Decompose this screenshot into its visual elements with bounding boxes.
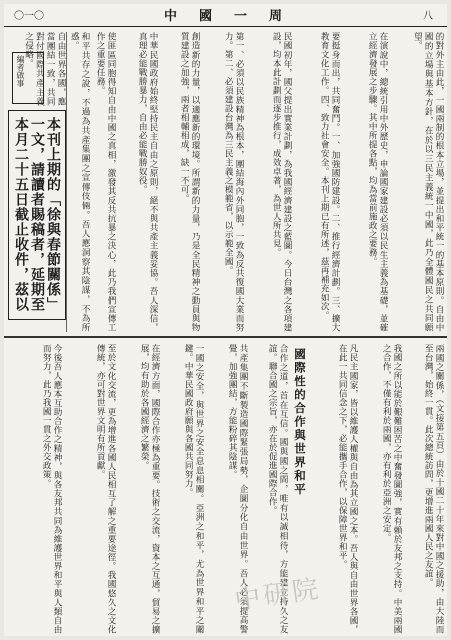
column-divider	[66, 32, 67, 332]
article-column: 第一、必須以民族精神為根本，團結海內外同胞，一致為反共復國大業而努力。第二、必須建設台灣為三民主義之模範省，以示範全國。	[223, 32, 244, 332]
article-column: 的對外主由此，一國兩制的根本立場，並提出和平統一的基本原則。自由中國的立場與基本方針，在於以三民主義統一中國，此乃全體國民之共同願望。	[412, 32, 444, 332]
publication-title: 中國一周	[164, 9, 305, 24]
article-column: 使匪區同胞得知自由中國之真相，激發其反共抗暴之決心，此乃我們宣傳工作之重要任務。	[95, 32, 116, 332]
notice-tag	[12, 52, 44, 104]
article-column: 今後吾人應本互助合作之精神，與各友邦共同為維護世界和平與人類自由而努力，此乃我國一貫之外交政策。	[41, 344, 62, 634]
editor-notice-box	[8, 110, 66, 320]
editor-notice-text: 本刊上期的「徐與春節關係」一文，請讀者賜稿者，延期至本月二十五日截止收件，茲以	[13, 117, 61, 312]
archive-watermark: 中研院	[232, 574, 324, 616]
article-column: 在演說中，總統引用中外歷史，申論國家建設必須以民生主義為基礎，並確立經濟發展之步驟。其中所提各點，均為當前施政之要務。	[367, 32, 388, 332]
article-column: 共產集團不斷製造國際緊張局勢，企圖分化自由世界。吾人必須提高警覺，加強團結，方能粉碎其陰謀。	[227, 344, 248, 634]
article-heading: 國際性的合作與世界和平	[293, 348, 307, 497]
issue-number: 〇一〇	[14, 11, 44, 22]
newspaper-page	[4, 4, 447, 636]
article-column: 一國之安全，與世界之安全息息相關。亞洲之和平，尤為世界和平之關鍵。中華民國政府願與各國共同努力。	[183, 344, 204, 634]
article-column: 和平共存之說，不過為共產集團之宣傳伎倆。吾人應洞察其陰謀，不為所惑。	[69, 32, 90, 332]
article-column: 兩國之關係，（文接第五頁）由於十國二十年來對中國之援助，由大陸而至台灣，始終一貫。此次總統訪問，更增進兩國人民之友誼。	[423, 344, 444, 634]
article-column: 創造新的力量，以適應新的環境。所謂新的力量，乃是全民精神之動員與物質建設之加強，兩者相輔相成，缺一不可。	[179, 32, 200, 332]
article-column: 在經濟方面，國際合作亦極為重要。技術之交流，資本之互通，貿易之擴展，均有助於各國經濟之繁榮。	[139, 344, 160, 634]
article-column: 合作之道，首在互信。國與國之間，唯有以誠相待，方能建立持久之友誼。聯合國之宗旨，亦在於促進國際合作。	[267, 344, 288, 634]
article-column: 要挺身而出，共同奮鬥。一、加強國防建設。二、推行經濟計劃。三、擴大教育文化工作。四、致力社會安全。本刊上期已有所述，茲再補充如次。	[319, 32, 340, 332]
article-column: 中華民國政府始終堅持民主自由之原則，絕不與共產主義妥協。吾人深信，真理必能戰勝暴力，自由必能戰勝奴役。	[137, 32, 158, 332]
article-column: 自由世界各國，應當團結一致，共同對付國際共產主義之侵略。	[23, 32, 66, 106]
page-header	[4, 4, 447, 27]
article-column: 民國初年，國父提出實業計劃，為我國經濟建設之藍圖。今日台灣之各項建設，均本此計劃而逐步推行，成效卓著，為世人所共見。	[271, 32, 292, 332]
article-column: 我國之所以能於艱難困苦之中奮發圖強，實有賴於友邦之支持。中美兩國之合作，不僅有利於兩國，亦有利於亞洲之安定。	[381, 344, 402, 634]
section-divider	[4, 336, 447, 338]
article-column: 至於文化交流，更為增進各國人民相互了解之重要途徑。我國悠久之文化傳統，亦可對世界文明有所貢獻。	[95, 344, 116, 634]
article-column: 凡民主國家，皆以維護人權與自由為其立國之本。吾人與自由世界各國，在此一共同信念之下，必能攜手合作，以保障世界和平。	[337, 344, 358, 634]
notice-tag-label: 編者啟事	[16, 55, 25, 87]
page-number: 八	[423, 11, 433, 22]
